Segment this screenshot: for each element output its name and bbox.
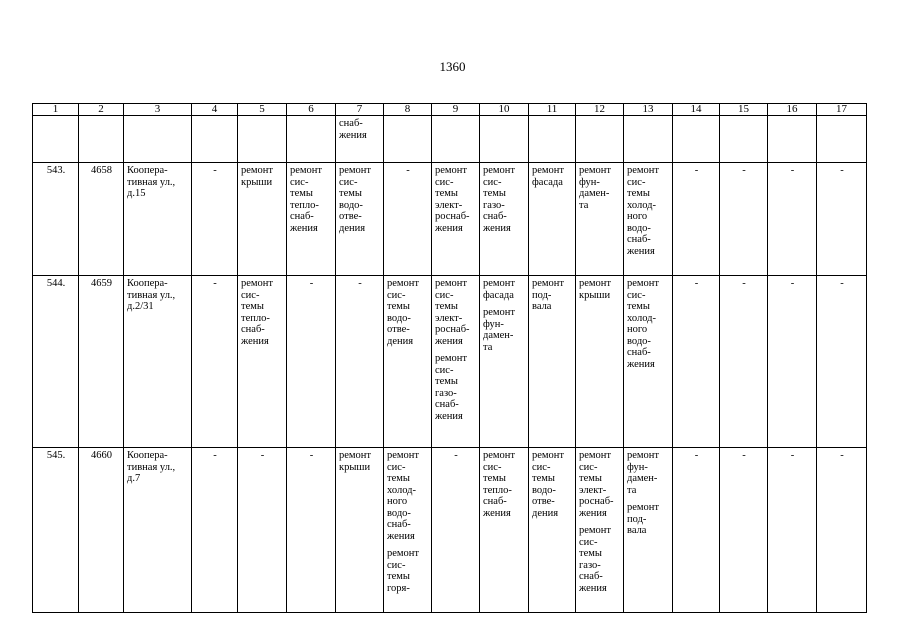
column-number-header: 15 <box>720 104 768 116</box>
cell-text-line: ремонт <box>579 278 612 289</box>
cell-text-line: темы <box>532 473 555 484</box>
empty-dash-cell <box>768 448 817 613</box>
repair-work-cell <box>238 163 287 276</box>
cell-text-line: темы <box>435 301 458 312</box>
cell-text-line: сис- <box>627 176 646 188</box>
table-row <box>33 276 867 448</box>
cell-text-line: тепло- <box>290 199 319 211</box>
column-number-header: 6 <box>287 104 336 116</box>
repair-item <box>387 450 429 542</box>
empty-cell <box>432 116 480 163</box>
repair-item <box>627 165 670 257</box>
empty-dash-cell <box>336 276 384 448</box>
repair-work-cell <box>529 163 576 276</box>
cell-text-line: сис- <box>483 176 502 188</box>
address-cell <box>124 448 192 613</box>
column-number-header: 3 <box>124 104 192 116</box>
column-number-header: 10 <box>480 104 529 116</box>
cell-text-line: темы <box>483 473 506 484</box>
empty-dash-cell <box>768 276 817 448</box>
cell-text-line: снаб- <box>241 324 265 335</box>
cell-text-line: сис- <box>387 289 406 301</box>
column-number-header: 11 <box>529 104 576 116</box>
empty-dash-cell <box>238 448 287 613</box>
empty-dash-cell <box>673 448 720 613</box>
empty-dash-cell <box>673 163 720 276</box>
cell-text-line: газо- <box>579 559 601 571</box>
empty-dash-cell <box>287 448 336 613</box>
cell-text-line: жения <box>387 530 415 542</box>
row-number-cell <box>33 163 79 276</box>
cell-text-line: крыши <box>241 176 273 188</box>
dash-mark: - <box>309 450 314 461</box>
cell-text-line: ремонт <box>435 278 468 289</box>
cell-text-line: та <box>483 341 493 353</box>
cell-text-line: снаб- <box>387 519 411 530</box>
cell-text-line: водо- <box>627 335 651 347</box>
cell-text-line: ремонт <box>483 278 516 289</box>
table-body <box>33 104 867 613</box>
empty-cell <box>124 116 192 163</box>
cell-text-line: д.7 <box>127 473 141 484</box>
cell-text-line: сис- <box>483 461 502 473</box>
column-number-header: 16 <box>768 104 817 116</box>
empty-dash-cell <box>768 163 817 276</box>
cell-text-line: холод- <box>627 199 656 211</box>
dash-mark: - <box>694 165 699 176</box>
cell-text-line: горя- <box>387 582 410 594</box>
cell-text-line: Коопера- <box>127 165 168 176</box>
dash-mark: - <box>694 450 699 461</box>
repair-item <box>627 450 670 496</box>
cell-text-line: сис- <box>627 289 646 301</box>
cell-text-line: сис- <box>339 176 358 188</box>
repair-work-cell <box>384 448 432 613</box>
repair-item <box>387 278 429 347</box>
address-cell <box>124 276 192 448</box>
cell-text-line: вала <box>532 301 552 312</box>
repair-item <box>532 278 573 313</box>
cell-text-line: ремонт <box>532 278 565 289</box>
row-number: 545. <box>46 450 66 461</box>
cell-text-line: фун- <box>483 318 504 330</box>
empty-dash-cell <box>432 448 480 613</box>
cell-text-line: снаб- <box>290 211 314 222</box>
building-code: 4658 <box>91 165 112 176</box>
continuation-cell-col7 <box>336 116 384 163</box>
column-number-header: 12 <box>576 104 624 116</box>
cell-text-line: фун- <box>627 461 648 473</box>
cell-text-line: жения <box>483 222 511 234</box>
cell-text-line: жения <box>627 358 655 370</box>
cell-text-line: сис- <box>241 289 260 301</box>
cell-text-line: темы <box>290 188 313 199</box>
column-number-header: 17 <box>817 104 867 116</box>
cell-text-line: холод- <box>387 484 416 496</box>
cell-text-line: водо- <box>387 312 411 324</box>
cell-text-line: ного <box>627 324 648 335</box>
empty-cell <box>673 116 720 163</box>
repair-work-cell <box>432 276 480 448</box>
cell-text-line: ремонт <box>387 450 420 461</box>
empty-cell <box>480 116 529 163</box>
repair-item <box>339 450 381 473</box>
cell-text-line: сис- <box>290 176 309 188</box>
repair-work-cell <box>384 276 432 448</box>
repair-item <box>579 165 621 211</box>
empty-dash-cell <box>817 448 867 613</box>
cell-text-line: дения <box>532 507 559 519</box>
empty-dash-cell <box>192 163 238 276</box>
cell-text-line: фасада <box>483 289 514 301</box>
repair-item <box>579 278 621 301</box>
cell-text-line: под- <box>627 513 647 525</box>
repair-work-cell <box>480 448 529 613</box>
cell-text-line: ремонт <box>435 165 468 176</box>
address-cell <box>124 163 192 276</box>
repair-work-cell <box>576 448 624 613</box>
cell-text-line: темы <box>435 376 458 387</box>
dash-mark: - <box>840 278 844 289</box>
cell-text-line: темы <box>579 473 602 484</box>
empty-dash-cell <box>192 276 238 448</box>
cell-text-line: под- <box>532 289 552 301</box>
table-row <box>33 448 867 613</box>
cell-text-line: ремонт <box>627 450 660 461</box>
repair-item <box>241 278 284 347</box>
repair-item <box>435 165 477 234</box>
cell-text-line: ремонт <box>483 165 516 176</box>
cell-text-line: ремонт <box>339 450 372 461</box>
building-code: 4659 <box>91 278 112 289</box>
repair-work-cell <box>480 276 529 448</box>
cell-text-line: жения <box>435 335 463 347</box>
dash-mark: - <box>358 278 362 289</box>
empty-cell <box>33 116 79 163</box>
cell-text-line: отве- <box>532 496 555 507</box>
column-number-header: 2 <box>79 104 124 116</box>
dash-mark: - <box>742 165 746 176</box>
repair-item <box>483 165 526 234</box>
cell-text-line: снаб- <box>483 211 507 222</box>
cell-text-line: водо- <box>387 507 411 519</box>
empty-cell <box>817 116 867 163</box>
cell-text-line: фун- <box>579 176 600 188</box>
cell-text-line: отве- <box>387 324 410 335</box>
cell-text-line: ремонт <box>290 165 323 176</box>
cell-text-line: ремонт <box>339 165 372 176</box>
cell-text-line: снаб- <box>579 571 603 582</box>
dash-mark: - <box>790 450 795 461</box>
cell-text-line: жения <box>579 582 607 594</box>
column-number-header: 14 <box>673 104 720 116</box>
repair-work-cell <box>576 163 624 276</box>
row-number-cell <box>33 276 79 448</box>
empty-dash-cell <box>287 276 336 448</box>
cell-text-line: сис- <box>387 559 406 571</box>
cell-text-line: ремонт <box>241 165 274 176</box>
dash-mark: - <box>406 165 410 176</box>
cell-text-line: газо- <box>435 387 457 399</box>
cell-text-line: темы <box>387 571 410 582</box>
cell-text-line: ремонт <box>387 278 420 289</box>
dash-mark: - <box>309 278 314 289</box>
cell-text-line: ремонт <box>483 307 516 318</box>
empty-dash-cell <box>817 276 867 448</box>
repair-item <box>483 307 526 353</box>
empty-cell <box>768 116 817 163</box>
cell-text-line: темы <box>627 188 650 199</box>
repair-work-cell <box>432 163 480 276</box>
dash-mark: - <box>213 165 217 176</box>
repair-item <box>387 548 429 594</box>
repair-item <box>435 278 477 347</box>
repair-work-cell <box>238 276 287 448</box>
empty-cell <box>192 116 238 163</box>
repair-work-cell <box>576 276 624 448</box>
cell-text-line: элект- <box>435 312 463 324</box>
cell-text-line: крыши <box>339 461 371 473</box>
repair-item <box>627 278 670 370</box>
empty-dash-cell <box>673 276 720 448</box>
cell-text-line: сис- <box>435 364 454 376</box>
cell-text-line: темы <box>435 188 458 199</box>
empty-cell <box>529 116 576 163</box>
cell-text-line: снаб- <box>339 118 363 129</box>
empty-cell <box>287 116 336 163</box>
column-number-header-row <box>33 104 867 116</box>
cell-text-line: темы <box>339 188 362 199</box>
repair-work-cell <box>480 163 529 276</box>
column-number-header: 4 <box>192 104 238 116</box>
cell-text-line: жения <box>627 245 655 257</box>
cell-text-line: снаб- <box>435 399 459 410</box>
cell-text-line: жения <box>435 410 463 422</box>
column-number-header: 7 <box>336 104 384 116</box>
empty-dash-cell <box>720 163 768 276</box>
cell-text-line: темы <box>387 301 410 312</box>
repair-work-cell <box>287 163 336 276</box>
empty-cell <box>624 116 673 163</box>
cell-text-line: вала <box>627 525 647 536</box>
cell-text-line: отве- <box>339 211 362 222</box>
column-number-header: 9 <box>432 104 480 116</box>
cell-text-line: снаб- <box>627 347 651 358</box>
repair-item <box>532 450 573 519</box>
cell-text-line: роснаб- <box>579 496 614 507</box>
cell-text-line: темы <box>387 473 410 484</box>
column-number-header: 13 <box>624 104 673 116</box>
cell-text-line: водо- <box>339 199 363 211</box>
building-code-cell <box>79 448 124 613</box>
empty-cell <box>238 116 287 163</box>
continuation-row <box>33 116 867 163</box>
cell-text-line: Коопера- <box>127 450 168 461</box>
cell-text-line: дамен- <box>483 330 514 341</box>
repair-item <box>579 525 621 594</box>
dash-mark: - <box>694 278 699 289</box>
cell-text-line: снаб- <box>483 496 507 507</box>
cell-text-line: темы <box>579 548 602 559</box>
cell-text-line: жения <box>483 507 511 519</box>
cell-text-line: ремонт <box>627 165 660 176</box>
empty-dash-cell <box>192 448 238 613</box>
empty-cell <box>384 116 432 163</box>
cell-text-line: ремонт <box>387 548 420 559</box>
empty-dash-cell <box>817 163 867 276</box>
cell-text-line: тепло- <box>483 484 512 496</box>
page-number: 1360 <box>439 59 466 74</box>
cell-text-line: сис- <box>435 176 454 188</box>
cell-text-line: сис- <box>579 461 598 473</box>
cell-text-line: темы <box>627 301 650 312</box>
cell-text-line: элект- <box>579 484 607 496</box>
dash-mark: - <box>454 450 458 461</box>
cell-text-line: д.2/31 <box>127 301 154 312</box>
table-row <box>33 163 867 276</box>
building-code: 4660 <box>91 450 112 461</box>
cell-text-line: та <box>627 484 637 496</box>
empty-dash-cell <box>384 163 432 276</box>
cell-text-line: жения <box>339 129 367 141</box>
cell-text-line: ного <box>627 211 648 222</box>
empty-cell <box>720 116 768 163</box>
cell-text-line: жения <box>435 222 463 234</box>
column-number-header: 8 <box>384 104 432 116</box>
cell-text-line: дамен- <box>627 473 658 484</box>
cell-text-line: сис- <box>387 461 406 473</box>
repair-item <box>483 278 526 301</box>
cell-text-line: тепло- <box>241 312 270 324</box>
repair-work-cell <box>529 448 576 613</box>
repair-item <box>579 450 621 519</box>
empty-dash-cell <box>720 448 768 613</box>
cell-text-line: дения <box>387 335 414 347</box>
cell-text-line: водо- <box>627 222 651 234</box>
dash-mark: - <box>790 278 795 289</box>
cell-text-line: водо- <box>532 484 556 496</box>
dash-mark: - <box>790 165 795 176</box>
repair-work-cell <box>624 448 673 613</box>
empty-cell <box>79 116 124 163</box>
dash-mark: - <box>213 278 217 289</box>
cell-text-line: жения <box>579 507 607 519</box>
dash-mark: - <box>742 450 746 461</box>
cell-text-line: фасада <box>532 176 563 188</box>
empty-dash-cell <box>720 276 768 448</box>
cell-text-line: Коопера- <box>127 278 168 289</box>
repair-work-cell <box>624 163 673 276</box>
column-number-header: 5 <box>238 104 287 116</box>
cell-text-line: д.15 <box>127 188 146 199</box>
cell-text-line: та <box>579 199 589 211</box>
cell-text-line: ного <box>387 496 408 507</box>
repair-item <box>339 165 381 234</box>
row-number: 544. <box>46 278 66 289</box>
cell-text-line: темы <box>241 301 264 312</box>
repair-item <box>241 165 284 188</box>
cell-text-line: ремонт <box>241 278 274 289</box>
column-number-header: 1 <box>33 104 79 116</box>
cell-text-line: сис- <box>532 461 551 473</box>
repair-work-cell <box>336 163 384 276</box>
cell-text-line: ремонт <box>532 165 565 176</box>
cell-text-line: темы <box>483 188 506 199</box>
repair-item <box>532 165 573 188</box>
cell-text-line: снаб- <box>627 234 651 245</box>
cell-text-line: ремонт <box>579 525 612 536</box>
cell-text-line: ремонт <box>483 450 516 461</box>
cell-text-line: роснаб- <box>435 211 470 222</box>
cell-text-line: тивная ул., <box>127 289 176 301</box>
row-number-cell <box>33 448 79 613</box>
repair-work-cell <box>624 276 673 448</box>
repair-work-cell <box>336 448 384 613</box>
empty-cell <box>576 116 624 163</box>
cell-text-line: роснаб- <box>435 324 470 335</box>
repair-item <box>627 502 670 537</box>
cell-text-line: тивная ул., <box>127 176 176 188</box>
cell-text-line: дения <box>339 222 366 234</box>
dash-mark: - <box>260 450 265 461</box>
repair-item <box>290 165 333 234</box>
cell-text-line: ремонт <box>627 502 660 513</box>
cell-text-line: жения <box>290 222 318 234</box>
cell-text-line: крыши <box>579 289 611 301</box>
dash-mark: - <box>742 278 746 289</box>
cell-text-line: ремонт <box>579 450 612 461</box>
cell-text-line: ремонт <box>532 450 565 461</box>
cell-text-line: ремонт <box>435 353 468 364</box>
repair-work-cell <box>529 276 576 448</box>
cell-text-line: тивная ул., <box>127 461 176 473</box>
dash-mark: - <box>840 450 844 461</box>
cell-text-line: дамен- <box>579 188 610 199</box>
cell-text-line: жения <box>241 335 269 347</box>
cell-text-line: холод- <box>627 312 656 324</box>
cell-text-line: сис- <box>435 289 454 301</box>
row-number: 543. <box>46 165 66 176</box>
repair-item <box>435 353 477 422</box>
building-code-cell <box>79 276 124 448</box>
cell-text-line: газо- <box>483 199 505 211</box>
repair-item <box>483 450 526 519</box>
building-code-cell <box>79 163 124 276</box>
repair-schedule-table <box>32 103 867 613</box>
cell-text-line: элект- <box>435 199 463 211</box>
cell-text-line: ремонт <box>627 278 660 289</box>
dash-mark: - <box>840 165 844 176</box>
dash-mark: - <box>213 450 217 461</box>
cell-text-line: ремонт <box>579 165 612 176</box>
cell-text-line: сис- <box>579 536 598 548</box>
